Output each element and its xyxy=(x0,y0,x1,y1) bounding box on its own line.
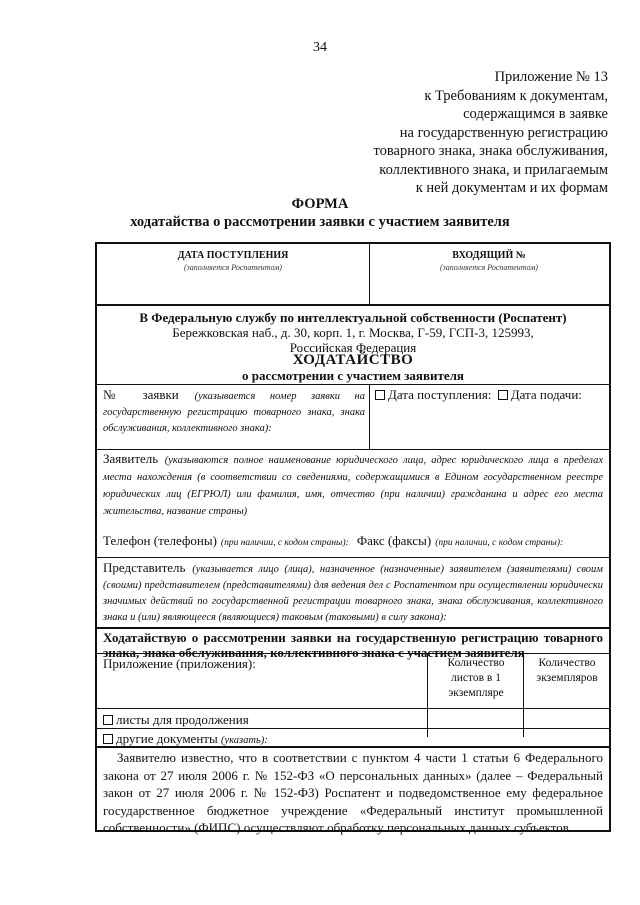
applicant-note: (указываются полное наименование юридического лица, адрес юридического лица в пределах места нахождения (в соответствии со сведениями, содержащимися в Едином государственном реестре юридических лиц (ЕГРЮЛ) или фамилия, имя, отчество (при наличии) гражданина и адрес его места жительства, название страны) xyxy=(103,455,603,517)
addressee-country: Российская Федерация xyxy=(289,340,417,355)
divider xyxy=(97,449,609,450)
phone-label: Телефон (телефоны) xyxy=(103,533,217,548)
phone-note: (при наличии, с кодом страны): xyxy=(220,538,349,548)
application-number-label: № заявки xyxy=(103,387,179,402)
representative-note: (указывается лицо (лица), назначенное (назначенные) заявителем (заявителями) своим (своими) представителем (представителями) для ведения дел с Роспатентом при осуществлении юридически значимых действий по государственной регистрации товарного знака, знака обслуживания, коллективного знака и (или) являющееся (являющиеся) таковым (таковыми) в силу закона): xyxy=(103,564,604,623)
filing-date-checkbox[interactable] xyxy=(498,390,508,400)
form-table xyxy=(95,242,611,835)
attachments-header: Приложение (приложения): xyxy=(103,656,256,671)
incoming-number-label: ВХОДЯЩИЙ № xyxy=(452,250,526,261)
request-statement: Ходатайствую о рассмотрении заявки на государственную регистрацию товарного знака, знака обслуживания, коллективного знака с участием заявителя xyxy=(103,630,603,660)
applicant-label: Заявитель xyxy=(103,451,159,466)
appendix-line: на государственную регистрацию xyxy=(399,124,608,141)
divider xyxy=(97,746,609,748)
representative-label: Представитель xyxy=(103,560,186,575)
divider xyxy=(97,728,609,729)
copies-count-header: Количество экземпляров xyxy=(536,657,598,684)
representative-field[interactable] xyxy=(103,560,603,625)
divider xyxy=(97,557,609,558)
appendix-line: товарного знака, знака обслуживания, xyxy=(373,143,608,159)
other-documents-note: (указать): xyxy=(220,735,268,746)
form-subtitle: ходатайства о рассмотрении заявки с участием заявителя xyxy=(130,214,510,230)
appendix-line: Приложение № 13 xyxy=(494,69,608,85)
sheets-count-header: Количество листов в 1 экземпляре xyxy=(447,657,505,699)
other-documents-checkbox[interactable] xyxy=(103,734,113,744)
divider xyxy=(97,708,609,709)
divider xyxy=(369,384,370,449)
application-number-field[interactable] xyxy=(103,387,365,436)
divider xyxy=(427,653,428,737)
receipt-date-label: Дата поступления: xyxy=(388,387,492,402)
other-documents-label: другие документы xyxy=(116,731,218,746)
appendix-line: к Требованиям к документам, xyxy=(424,87,608,104)
fax-label: Факс (факсы) xyxy=(356,533,432,548)
personal-data-consent: Заявителю известно, что в соответствии с пунктом 4 части 1 статьи 6 Федерального закона от 27 июля 2006 г. № 152-ФЗ «О персональных данных» (далее – Федеральный закон от 27 июля 2006 г. № 152-ФЗ) Роспатент и подведомственное ему федеральное государственное бюджетное учреждение «Федеральный институт промышленной собственности» (ФИПС) осуществляют обработку персональных данных субъектов xyxy=(103,750,603,835)
continuation-sheets-row xyxy=(103,712,423,727)
divider xyxy=(97,304,609,306)
appendix-line: содержащимся в заявке xyxy=(463,106,608,122)
filing-date-label: Дата подачи: xyxy=(510,387,582,402)
divider xyxy=(523,653,524,737)
page-number: 34 xyxy=(313,40,327,55)
incoming-number-note: (заполняется Роспатентом) xyxy=(440,263,538,272)
form-title: ФОРМА xyxy=(291,196,349,212)
addressee-address: Бережковская наб., д. 30, корп. 1, г. Москва, Г-59, ГСП-3, 125993, xyxy=(172,325,534,340)
divider xyxy=(97,653,609,654)
receipt-date-label: ДАТА ПОСТУПЛЕНИЯ xyxy=(177,250,289,261)
dates-field xyxy=(375,387,607,402)
divider xyxy=(97,627,609,629)
divider xyxy=(97,384,609,385)
appendix-line: коллективного знака, и прилагаемым xyxy=(379,161,608,178)
appendix-line: к ней документам и их формам xyxy=(415,180,608,196)
addressee-line: В Федеральную службу по интеллектуальной собственности (Роспатент) xyxy=(139,310,567,325)
application-number-note: (указывается номер заявки на государственную регистрацию товарного знака, знака обслуживания, коллективного знака): xyxy=(103,391,365,434)
petition-subtitle: о рассмотрении с участием заявителя xyxy=(242,368,464,383)
receipt-date-note: (заполняется Роспатентом) xyxy=(184,263,282,272)
applicant-field[interactable] xyxy=(103,451,603,519)
appendix-heading xyxy=(340,68,608,198)
receipt-date-checkbox[interactable] xyxy=(375,390,385,400)
continuation-sheets-label: листы для продолжения xyxy=(116,712,249,727)
petition-title: ХОДАТАЙСТВО xyxy=(292,352,414,368)
phone-fax-field[interactable] xyxy=(103,532,609,550)
fax-note: (при наличии, с кодом страны): xyxy=(435,538,564,548)
continuation-sheets-checkbox[interactable] xyxy=(103,715,113,725)
